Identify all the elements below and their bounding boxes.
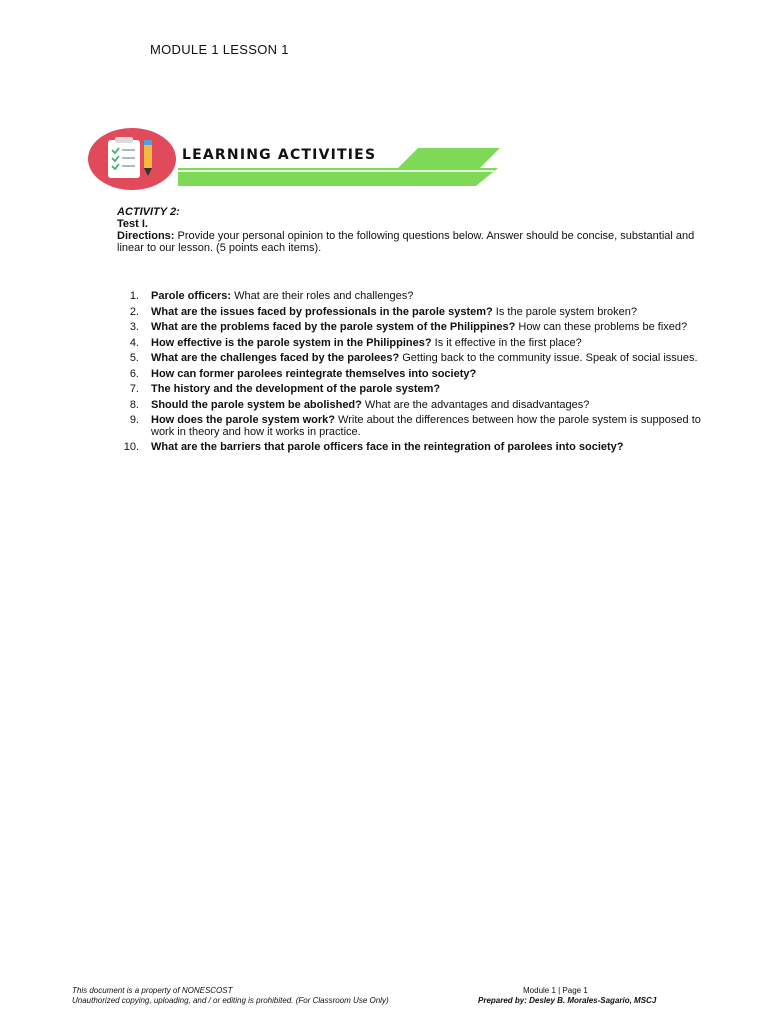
question-bold: What are the challenges faced by the parolees? bbox=[151, 352, 400, 364]
question-rest: Getting back to the community issue. Speak of social issues. bbox=[399, 352, 698, 364]
activity-block bbox=[117, 206, 702, 254]
question-bold: What are the barriers that parole officers face in the reintegration of parolees into society? bbox=[151, 441, 624, 453]
directions-label: Directions: bbox=[117, 230, 175, 242]
test-title: Test I. bbox=[117, 218, 148, 230]
question-rest: How can these problems be fixed? bbox=[515, 321, 688, 333]
question-number: 5. bbox=[129, 352, 139, 364]
question-bold: How does the parole system work? bbox=[151, 414, 335, 426]
question-number: 7. bbox=[129, 383, 139, 395]
question-item bbox=[117, 353, 702, 365]
question-rest: Is the parole system broken? bbox=[492, 305, 638, 318]
question-rest: Write about the differences between how the parole system is supposed to work in theory and how it works in practice. bbox=[151, 414, 701, 438]
directions-text: Provide your personal opinion to the following questions below. Answer should be concise, substantial and linear to our lesson. (5 points each items). bbox=[117, 230, 695, 254]
question-item bbox=[117, 291, 702, 303]
question-item bbox=[117, 415, 702, 438]
question-number: 8. bbox=[129, 398, 139, 411]
questions-list bbox=[117, 291, 702, 458]
question-number: 9. bbox=[129, 414, 139, 426]
activity-title: ACTIVITY 2: bbox=[117, 206, 180, 218]
question-number: 6. bbox=[129, 367, 139, 380]
question-number: 4. bbox=[129, 336, 139, 349]
question-item bbox=[117, 442, 702, 454]
question-item bbox=[117, 338, 702, 350]
learning-activities-banner bbox=[88, 128, 508, 192]
question-item bbox=[117, 369, 702, 381]
footer-right bbox=[478, 986, 688, 1006]
checklist-pencil-icon bbox=[88, 128, 176, 190]
question-number: 3. bbox=[129, 321, 139, 333]
question-number: 10. bbox=[123, 441, 139, 453]
module-lesson-header: MODULE 1 LESSON 1 bbox=[150, 42, 289, 57]
footer-copyright: Unauthorized copying, uploading, and / or editing is prohibited. (For Classroom Use Only) bbox=[72, 996, 389, 1005]
question-bold: How effective is the parole system in the Philippines? bbox=[151, 336, 432, 349]
footer-left bbox=[72, 986, 389, 1006]
question-rest: What are their roles and challenges? bbox=[231, 290, 414, 302]
banner-title: LEARNING ACTIVITIES bbox=[182, 147, 377, 163]
question-bold: Should the parole system be abolished? bbox=[151, 398, 362, 411]
question-bold: The history and the development of the parole system? bbox=[151, 383, 441, 395]
question-number: 1. bbox=[129, 290, 139, 302]
question-bold: Parole officers: bbox=[151, 290, 232, 302]
footer-page-ref: Module 1 | Page 1 bbox=[523, 986, 588, 995]
question-item bbox=[117, 322, 702, 334]
footer-prepared-by: Prepared by: Desley B. Morales-Sagario, MSCJ bbox=[478, 996, 657, 1005]
question-item bbox=[117, 307, 702, 319]
question-rest: Is it effective in the first place? bbox=[431, 336, 582, 349]
question-bold: What are the problems faced by the parole system of the Philippines? bbox=[151, 321, 516, 333]
question-bold: How can former parolees reintegrate themselves into society? bbox=[151, 367, 477, 380]
footer-property: This document is a property of NONESCOST bbox=[72, 986, 233, 995]
question-number: 2. bbox=[129, 305, 139, 318]
directions bbox=[117, 230, 702, 254]
question-bold: What are the issues faced by professionals in the parole system? bbox=[151, 305, 493, 318]
question-item bbox=[117, 400, 702, 412]
question-rest: What are the advantages and disadvantages? bbox=[361, 398, 590, 411]
question-item bbox=[117, 384, 702, 396]
